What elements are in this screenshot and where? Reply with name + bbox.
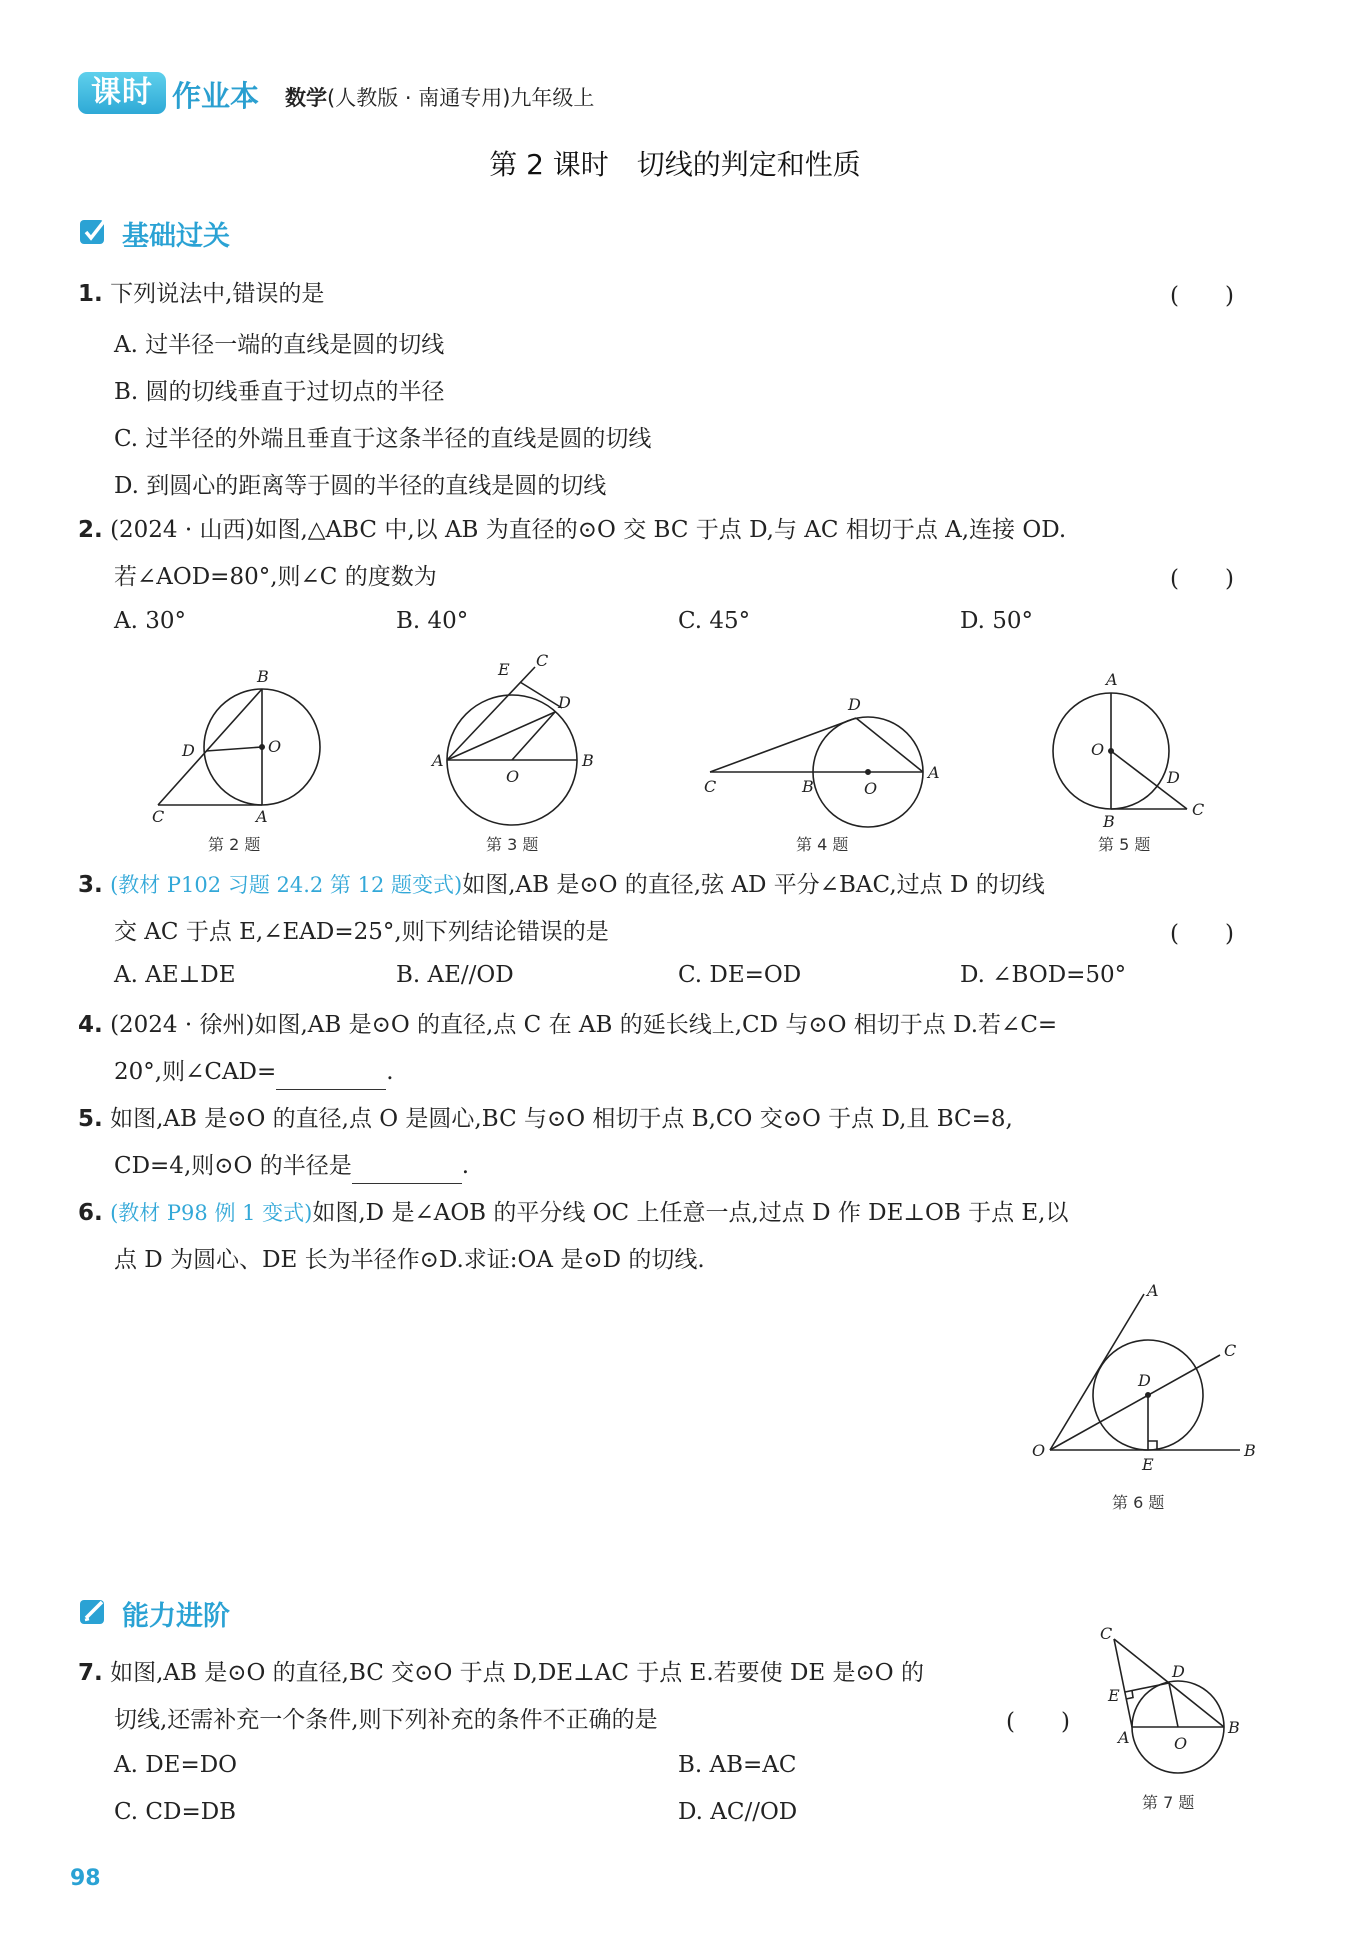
q1-option-d: D. 到圆心的距离等于圆的半径的直线是圆的切线 [114,473,607,499]
lesson-title: 第 2 课时 切线的判定和性质 [489,148,861,181]
ray-oa [1050,1294,1144,1450]
question-source: (教材 P98 例 1 变式) [110,1201,313,1225]
figure-4-caption: 第 4 题 [796,835,849,854]
label-a: A [1106,670,1118,689]
figure-2 [130,660,340,840]
question-number: 4. [78,1012,103,1038]
label-d: D [558,693,571,712]
question-text: CD=4,则⊙O 的半径是 [114,1153,352,1179]
page-number: 98 [70,1866,101,1891]
figure-6 [1020,1280,1260,1480]
question-4 [78,1008,1057,1042]
figure-4 [690,690,960,830]
q1-option-c: C. 过半径的外端且垂直于这条半径的直线是圆的切线 [114,426,652,452]
label-d: D [182,741,195,760]
tangent-de [520,682,562,708]
answer-blank[interactable] [352,1149,462,1184]
q2-option-d: D. 50° [960,608,1034,634]
center-point [866,770,870,774]
question-1 [78,277,324,311]
label-d: D [848,695,861,714]
label-b: B [1244,1441,1256,1460]
subject-edition: (人教版 · 南通专用)九年级上 [327,86,595,110]
label-o: O [506,767,520,786]
q3-option-b: B. AE//OD [396,962,514,988]
label-b: B [257,667,269,686]
q3-option-a: A. AE⊥DE [114,962,236,988]
figure-3 [420,650,610,830]
label-o: O [864,779,878,798]
answer-blank[interactable] [276,1055,386,1090]
q3-option-c: C. DE=OD [678,962,802,988]
label-b: B [1103,812,1115,831]
question-number: 7. [78,1660,103,1686]
label-c: C [1192,800,1205,819]
question-line: (2024 · 徐州)如图,AB 是⊙O 的直径,点 C 在 AB 的延长线上,CD 与⊙O 相切于点 D.若∠C= [110,1012,1058,1038]
label-d: D [1138,1371,1151,1390]
question-source: (教材 P102 习题 24.2 第 12 题变式) [110,873,463,897]
q2-option-b: B. 40° [396,608,469,634]
section-advanced: 能力进阶 [122,1601,230,1632]
q2-option-a: A. 30° [114,608,186,634]
label-e: E [1108,1686,1120,1705]
question-5-line2 [114,1149,469,1184]
answer-paren: ( ) [1170,566,1234,592]
book-subject [285,82,594,112]
label-d: D [1172,1662,1185,1681]
label-c: C [1100,1625,1113,1643]
label-c: C [536,651,549,670]
segment-bc [158,689,262,805]
question-line: (2024 · 山西)如图,△ABC 中,以 AB 为直径的⊙O 交 BC 于点 D,与 AC 相切于点 A,连接 OD. [110,517,1067,543]
question-3-line2: 交 AC 于点 E,∠EAD=25°,则下列结论错误的是 [114,919,609,945]
label-a: A [1147,1281,1159,1300]
right-angle-mark [1148,1441,1157,1450]
center-point [1146,1393,1150,1397]
label-b: B [802,777,814,796]
question-7 [78,1656,924,1690]
question-6 [78,1196,1069,1230]
label-e: E [498,660,510,679]
q7-option-a: A. DE=DO [114,1752,238,1778]
question-5 [78,1102,1013,1136]
series-logo: 课时 [78,72,166,114]
answer-paren: ( ) [1170,283,1234,309]
q3-option-d: D. ∠BOD=50° [960,962,1127,988]
q1-option-b: B. 圆的切线垂直于过切点的半径 [114,379,445,405]
question-2-line2: 若∠AOD=80°,则∠C 的度数为 [114,564,437,590]
question-text-end: . [461,1153,470,1179]
label-b: B [1228,1718,1240,1737]
label-e: E [1142,1455,1154,1474]
question-text: 20°,则∠CAD= [114,1059,277,1085]
pencil-note-icon [78,1596,108,1626]
question-2 [78,513,1066,547]
label-a: A [256,807,268,826]
segment-ac [447,667,535,760]
q7-option-b: B. AB=AC [678,1752,797,1778]
q7-option-d: D. AC//OD [678,1799,798,1825]
label-c: C [704,777,717,796]
series-brand: 作业本 [172,79,260,113]
question-4-line2 [114,1055,394,1090]
chord-ad [447,712,555,760]
q2-option-c: C. 45° [678,608,751,634]
answer-paren: ( ) [1006,1709,1070,1735]
figure-5 [1035,665,1225,835]
answer-paren: ( ) [1170,921,1234,947]
question-number: 5. [78,1106,103,1132]
figure-2-caption: 第 2 题 [208,835,261,854]
question-text-end: . [386,1059,394,1085]
tangent-cd [710,718,856,772]
label-c: C [152,807,165,826]
q1-option-a: A. 过半径一端的直线是圆的切线 [114,332,445,358]
question-number: 3. [78,872,103,898]
question-line: 如图,D 是∠AOB 的平分线 OC 上任意一点,过点 D 作 DE⊥OB 于点 E,以 [312,1200,1069,1226]
center-point [260,745,264,749]
segment-da [856,718,923,772]
question-6-line2: 点 D 为圆心、DE 长为半径作⊙D.求证:OA 是⊙D 的切线. [114,1247,705,1273]
figure-3-caption: 第 3 题 [486,835,539,854]
bisector-oc [1050,1355,1220,1450]
figure-7-caption: 第 7 题 [1142,1793,1195,1812]
figure-7 [1090,1625,1270,1775]
subject-name: 数学 [285,86,327,110]
q7-option-c: C. CD=DB [114,1799,237,1825]
figure-6-caption: 第 6 题 [1112,1493,1165,1512]
segment-od [206,747,262,751]
question-line: 如图,AB 是⊙O 的直径,BC 交⊙O 于点 D,DE⊥AC 于点 E.若要使 DE 是⊙O 的 [110,1660,924,1686]
question-line: 如图,AB 是⊙O 的直径,点 O 是圆心,BC 与⊙O 相切于点 B,CO 交⊙O 于点 D,且 BC=8, [110,1106,1013,1132]
label-c: C [1224,1341,1237,1360]
checkbox-icon [78,216,108,246]
label-b: B [582,751,594,770]
label-o: O [1174,1734,1188,1753]
question-number: 6. [78,1200,103,1226]
center-point [1109,749,1113,753]
figure-5-caption: 第 5 题 [1098,835,1151,854]
label-o: O [1032,1441,1046,1460]
label-d: D [1167,768,1180,787]
segment-od [512,712,555,760]
question-7-line2: 切线,还需补充一个条件,则下列补充的条件不正确的是 [114,1707,658,1733]
question-number: 1. [78,281,103,307]
label-a: A [928,763,940,782]
label-a: A [1118,1728,1130,1747]
label-o: O [268,737,282,756]
label-a: A [432,751,444,770]
label-o: O [1091,740,1105,759]
question-number: 2. [78,517,103,543]
section-basic: 基础过关 [122,221,230,252]
question-line: 如图,AB 是⊙O 的直径,弦 AD 平分∠BAC,过点 D 的切线 [462,872,1045,898]
question-stem: 下列说法中,错误的是 [110,281,325,307]
question-3 [78,868,1045,902]
